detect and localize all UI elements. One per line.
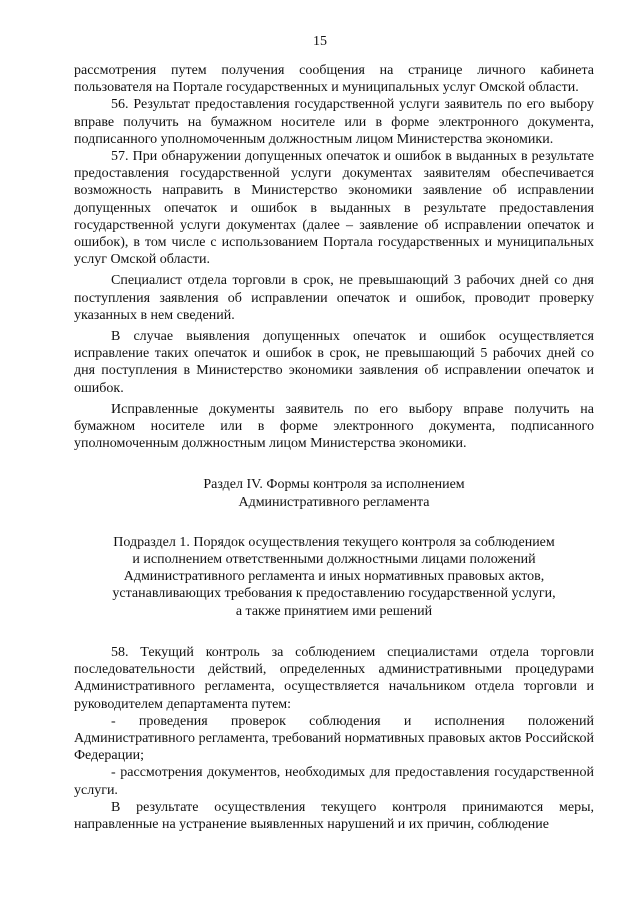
section-heading-line-2: Административного регламента	[238, 494, 430, 510]
subsection-heading-line-4: устанавливающих требования к предоставлению государственной услуги,	[112, 586, 556, 602]
subsection-heading-line-1: Подраздел 1. Порядок осуществления текущего контроля за соблюдением	[113, 534, 555, 550]
paragraph-control-result: В результате осуществления текущего контроля принимаются меры, направленные на устранение выявленных нарушений и их причин, соблюдение	[74, 799, 594, 832]
page-number: 15	[313, 34, 327, 49]
section-heading-line-1: Раздел IV. Формы контроля за исполнением	[203, 477, 465, 493]
subsection-heading	[74, 534, 594, 620]
list-item-inspections: - проведения проверок соблюдения и исполнения положений Административного регламента, требований нормативных правовых актов Российской Федерации;	[74, 713, 594, 764]
paragraph-continuation: рассмотрения путем получения сообщения на странице личного кабинета пользователя на Портале государственных и муниципальных услуг Омской области.	[74, 63, 594, 96]
paragraph-corrected-documents: Исправленные документы заявитель по его выбору вправе получить на бумажном носителе или в форме электронного документа, подписанного уполномоченным должностным лицом Министерства экономики.	[74, 401, 594, 452]
section-body	[74, 644, 594, 833]
subsection-heading-line-3: Административного регламента и иных нормативных правовых актов,	[123, 569, 545, 585]
document-body	[74, 62, 594, 833]
paragraph-56: 56. Результат предоставления государственной услуги заявитель по его выбору вправе получить на бумажном носителе или в форме электронного документа, подписанного уполномоченным должностным лицом Министерства экономики.	[74, 97, 594, 147]
paragraph-57: 57. При обнаружении допущенных опечаток и ошибок в выданных в результате предоставления государственной услуги документах заявителям обеспечивается возможность направить в Министерство экономики заявление об исправлении допущенных опечаток и ошибок в выданных в результате предоставления государственной услуги документах (далее – заявление об исправлении опечаток и ошибок), в том числе с использованием Портала государственных и муниципальных услуг Омской области.	[74, 149, 594, 268]
section-heading	[74, 476, 594, 510]
subsection-heading-line-5: а также принятием ими решений	[235, 603, 433, 619]
list-item-documents-review: - рассмотрения документов, необходимых для предоставления государственной услуги.	[74, 765, 594, 798]
paragraph-58: 58. Текущий контроль за соблюдением специалистами отдела торговли последовательности действий, определенных административными процедурами Административного регламента, осуществляется начальником отдела торговли и руководителем департамента путем:	[74, 644, 594, 712]
subsection-heading-line-2: и исполнением ответственными должностными лицами положений	[132, 552, 536, 568]
paragraph-specialist-check: Специалист отдела торговли в срок, не превышающий 3 рабочих дней со дня поступления заявления об исправлении опечаток и ошибок, проводит проверку указанных в нем сведений.	[74, 273, 594, 323]
paragraph-error-correction: В случае выявления допущенных опечаток и ошибок осуществляется исправление таких опечаток и ошибок в срок, не превышающий 5 рабочих дней со дня поступления в Министерство экономики заявления об исправлении опечаток и ошибок.	[74, 329, 594, 396]
